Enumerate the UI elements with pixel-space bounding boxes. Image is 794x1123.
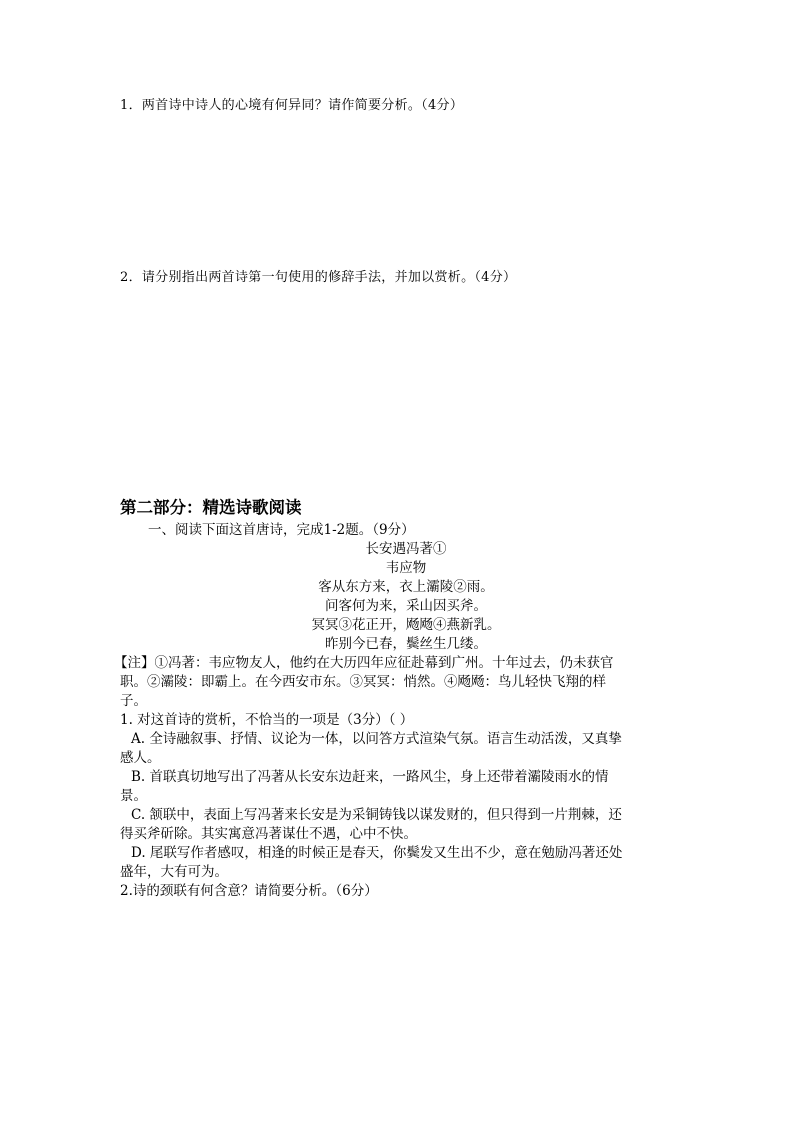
- option-b-cont: 景。: [120, 788, 147, 804]
- poem-line: 问客何为来，采山因买斧。: [325, 598, 487, 614]
- section-intro: 一、阅读下面这首唐诗，完成1-2题。（9分）: [148, 522, 415, 538]
- note-line: 职。②灞陵：即霸上。在今西安市东。③冥冥：悄然。④飏飏：鸟儿轻快飞翔的样: [120, 674, 606, 690]
- note-line: 【注】①冯著：韦应物友人，他约在大历四年应征赴幕到广州。十年过去，仍未获官: [114, 655, 614, 671]
- poem-line: 客从东方来，衣上灞陵②雨。: [318, 579, 494, 595]
- poem-line: 昨别今已春，鬓丝生几缕。: [325, 636, 487, 652]
- option-d: D. 尾联写作者感叹，相逢的时候正是春天，你鬓发又生出不少，意在勉励冯著还处: [131, 845, 623, 861]
- option-c-cont: 得买斧斫除。其实寓意冯著谋仕不遇，心中不快。: [120, 826, 417, 842]
- mc-question-stem: 1. 对这首诗的赏析，不恰当的一项是（3分）（ ）: [120, 712, 414, 728]
- note-line: 子。: [120, 693, 147, 709]
- section-heading: 第二部分：精选诗歌阅读: [120, 498, 302, 517]
- option-d-cont: 盛年，大有可为。: [120, 864, 228, 880]
- option-a: A. 全诗融叙事、抒情、议论为一体，以问答方式渲染气氛。语言生动活泼，又真挚: [131, 731, 622, 747]
- poem-title: 长安遇冯著①: [365, 541, 447, 557]
- poem-author: 韦应物: [385, 560, 427, 576]
- option-b: B. 首联真切地写出了冯著从长安东边赶来，一路风尘，身上还带着灞陵雨水的情: [131, 769, 609, 785]
- option-c: C. 颔联中，表面上写冯著来长安是为采铜铸钱以谋发财的，但只得到一片荆棘，还: [131, 807, 622, 823]
- question-2: 2．请分别指出两首诗第一句使用的修辞手法，并加以赏析。（4分）: [120, 270, 517, 285]
- question-1: 1．两首诗中诗人的心境有何异同？请作简要分析。（4分）: [120, 98, 464, 113]
- poem-line: 冥冥③花正开，飏飏④燕新乳。: [311, 617, 501, 633]
- option-a-cont: 感人。: [120, 750, 161, 766]
- question-2-part2: 2.诗的颈联有何含意？请简要分析。（6分）: [120, 883, 378, 899]
